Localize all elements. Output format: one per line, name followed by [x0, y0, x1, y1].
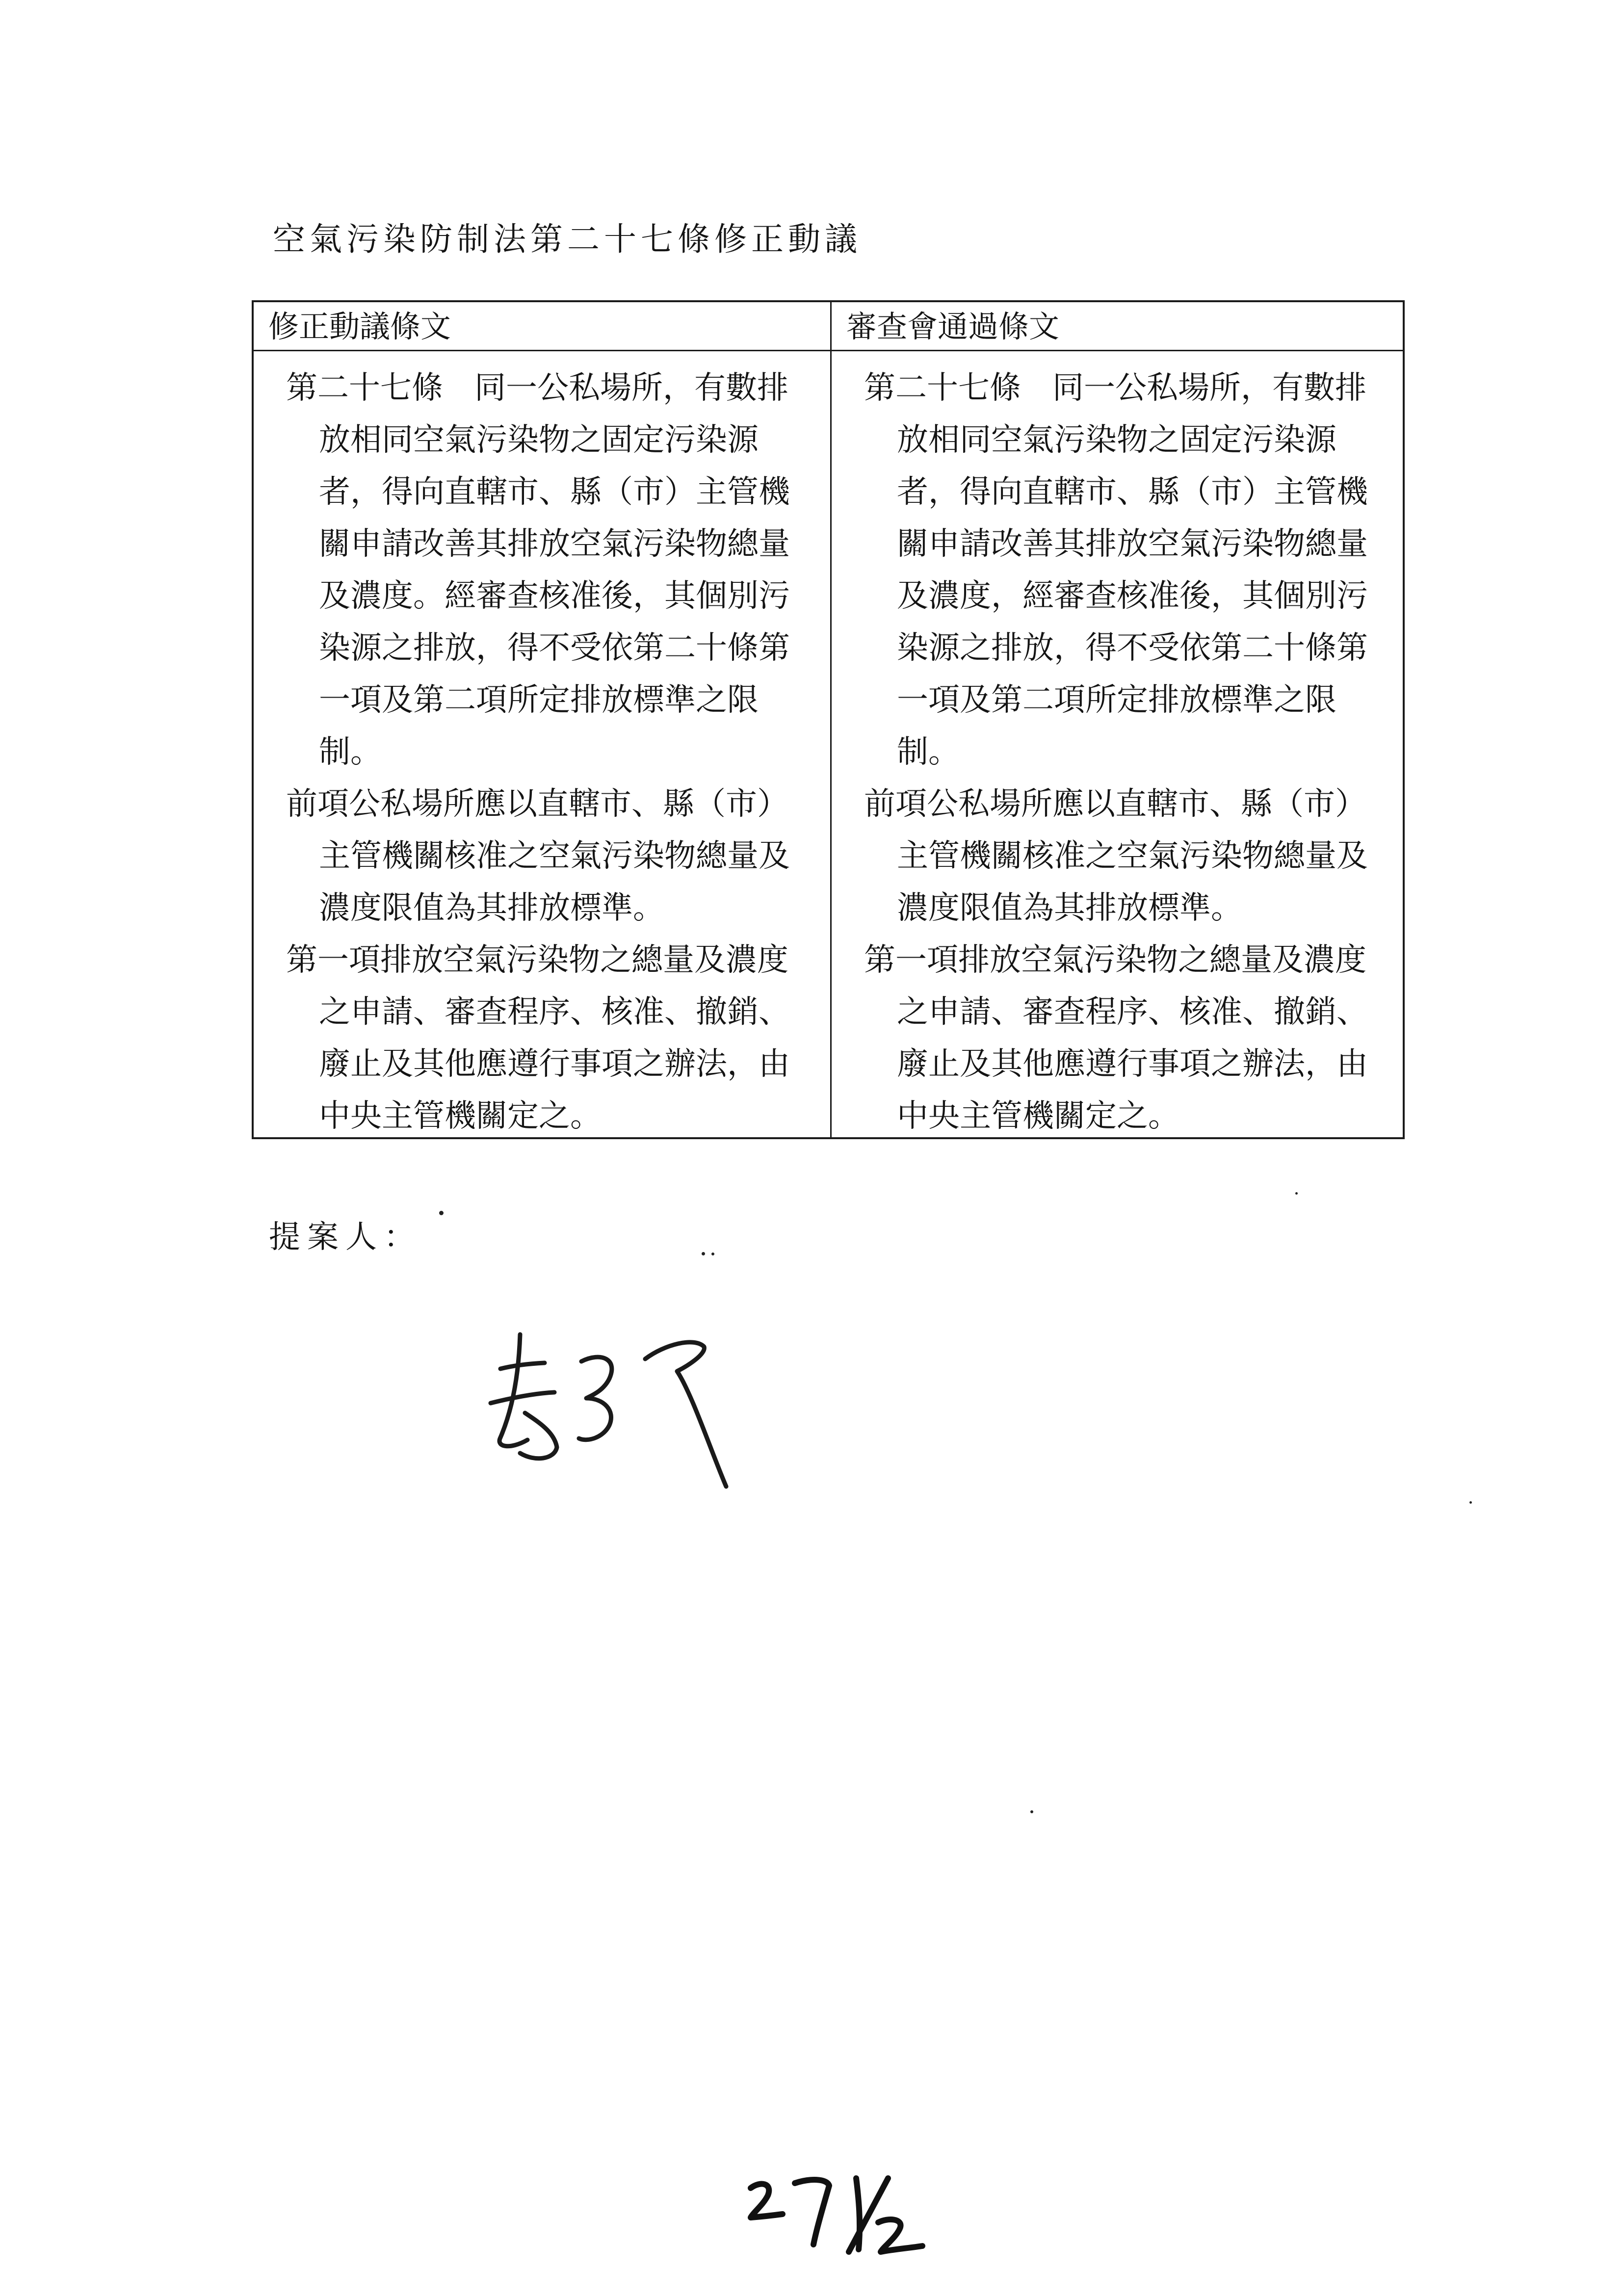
committee-paragraph-1: 第二十七條 同一公私場所，有數排放相同空氣污染物之固定污染源者，得向直轄市、縣（市）主管機關申請改善其排放空氣污染物總量及濃度，經審查核准後，其個別污染源之排放，得不受依第二十條第一項及第二項所定排放標準之限制。: [864, 370, 1368, 770]
motion-text-column: [254, 351, 832, 1137]
proposer-label: 提案人：: [269, 1219, 422, 1255]
committee-paragraph-2: 前項公私場所應以直轄市、縣（市）主管機關核准之空氣污染物總量及濃度限值為其排放標準。: [864, 786, 1368, 926]
handwritten-signature: [481, 1325, 785, 1531]
motion-paragraph-3: 第一項排放空氣污染物之總量及濃度之申請、審查程序、核准、撤銷、廢止及其他應遵行事項之辦法，由中央主管機關定之。: [286, 942, 790, 1134]
committee-paragraph-3: 第一項排放空氣污染物之總量及濃度之申請、審查程序、核准、撤銷、廢止及其他應遵行事項之辦法，由中央主管機關定之。: [864, 942, 1368, 1134]
motion-paragraph-1: 第二十七條 同一公私場所，有數排放相同空氣污染物之固定污染源者，得向直轄市、縣（市）主管機關申請改善其排放空氣污染物總量及濃度。經審查核准後，其個別污染源之排放，得不受依第二十條第一項及第二項所定排放標準之限制。: [286, 370, 790, 770]
committee-text-column: [832, 351, 1403, 1137]
header-committee-text: 審查會通過條文: [832, 302, 1403, 351]
scan-speck: [1030, 1810, 1033, 1813]
header-motion-text: 修正動議條文: [254, 302, 832, 351]
handwritten-page-number: [741, 2164, 947, 2262]
scan-speck: [1469, 1501, 1472, 1504]
scan-speck: [1295, 1192, 1298, 1195]
document-title: 空氣污染防制法第二十七條修正動議: [273, 220, 862, 258]
motion-paragraph-2: 前項公私場所應以直轄市、縣（市）主管機關核准之空氣污染物總量及濃度限值為其排放標準。: [286, 786, 790, 926]
comparison-table: [252, 300, 1405, 1139]
scan-speck: [439, 1211, 444, 1215]
scan-speck: [711, 1252, 714, 1255]
scan-speck: [702, 1252, 705, 1255]
